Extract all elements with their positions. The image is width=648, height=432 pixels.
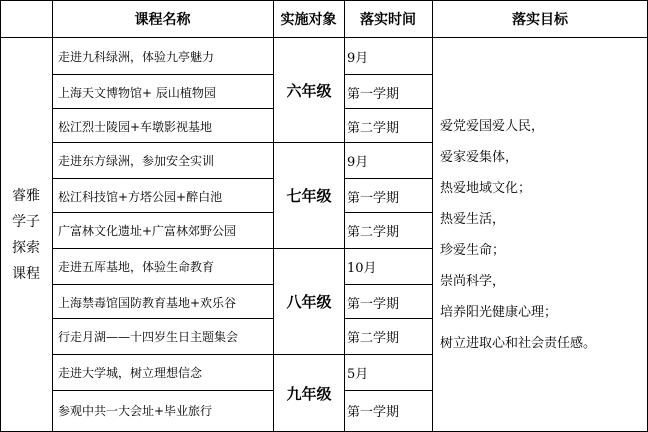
- goal-item: 爱党爱国爱人民，: [440, 119, 545, 134]
- course-time: 9月: [347, 154, 369, 170]
- header-time: 落实时间: [360, 12, 416, 28]
- course-time: 第一学期: [347, 86, 400, 102]
- grade-label: 八年级: [286, 293, 332, 311]
- course-name: 走进九科绿洲，体验九亭魅力: [58, 49, 215, 64]
- goals-cell: [432, 38, 648, 432]
- course-name: 走进大学城，树立理想信念: [58, 365, 203, 380]
- column-divider: [344, 0, 345, 432]
- goal-item: 培养阳光健康心理；: [440, 305, 558, 320]
- course-time: 第二学期: [347, 224, 400, 240]
- category-text-line: 探索: [12, 240, 40, 256]
- course-time: 第一学期: [347, 190, 400, 206]
- course-time: 第一学期: [347, 296, 400, 312]
- header-goal: 落实目标: [512, 12, 568, 28]
- header-course-name: 课程名称: [134, 12, 191, 28]
- column-divider: [52, 0, 53, 432]
- goal-item: 爱家爱集体，: [440, 150, 519, 165]
- course-name: 参观中共一大会址+毕业旅行: [58, 404, 213, 418]
- goal-item: 热爱生活，: [440, 212, 506, 227]
- course-time: 第二学期: [347, 330, 400, 346]
- goal-item: 珍爱生命；: [440, 243, 506, 258]
- course-name: 上海禁毒馆国防教育基地+欢乐谷: [58, 295, 237, 310]
- grade-label: 六年级: [286, 81, 332, 100]
- category-text-line: 学子: [12, 214, 40, 230]
- course-time: 第一学期: [347, 405, 400, 420]
- header-target: 实施对象: [280, 12, 337, 28]
- goal-item: 崇尚科学，: [440, 274, 506, 289]
- grade-label: 九年级: [286, 384, 332, 403]
- course-time: 第二学期: [347, 120, 400, 136]
- category-text-line: 课程: [12, 266, 40, 282]
- course-name: 走进五厍基地，体验生命教育: [58, 259, 215, 274]
- category-cell: [0, 38, 52, 432]
- course-time: 9月: [347, 50, 369, 66]
- grade-label: 七年级: [286, 187, 332, 205]
- goal-item: 树立进取心和社会责任感。: [440, 336, 597, 351]
- course-time: 5月: [347, 366, 369, 382]
- course-name: 行走月湖——十四岁生日主题集会: [58, 329, 239, 344]
- course-name: 广富林文化遗址+广富林郊野公园: [58, 223, 237, 238]
- goal-item: 热爱地域文化；: [440, 181, 532, 196]
- course-name: 松江烈士陵园+车墩影视基地: [58, 119, 213, 134]
- category-text-line: 睿雅: [12, 188, 40, 204]
- course-name: 松江科技馆+方塔公园+醉白池: [58, 189, 223, 204]
- course-name: 走进东方绿洲，参加安全实训: [58, 153, 215, 168]
- course-time: 10月: [347, 260, 377, 276]
- course-name: 上海天文博物馆+ 辰山植物园: [58, 85, 216, 100]
